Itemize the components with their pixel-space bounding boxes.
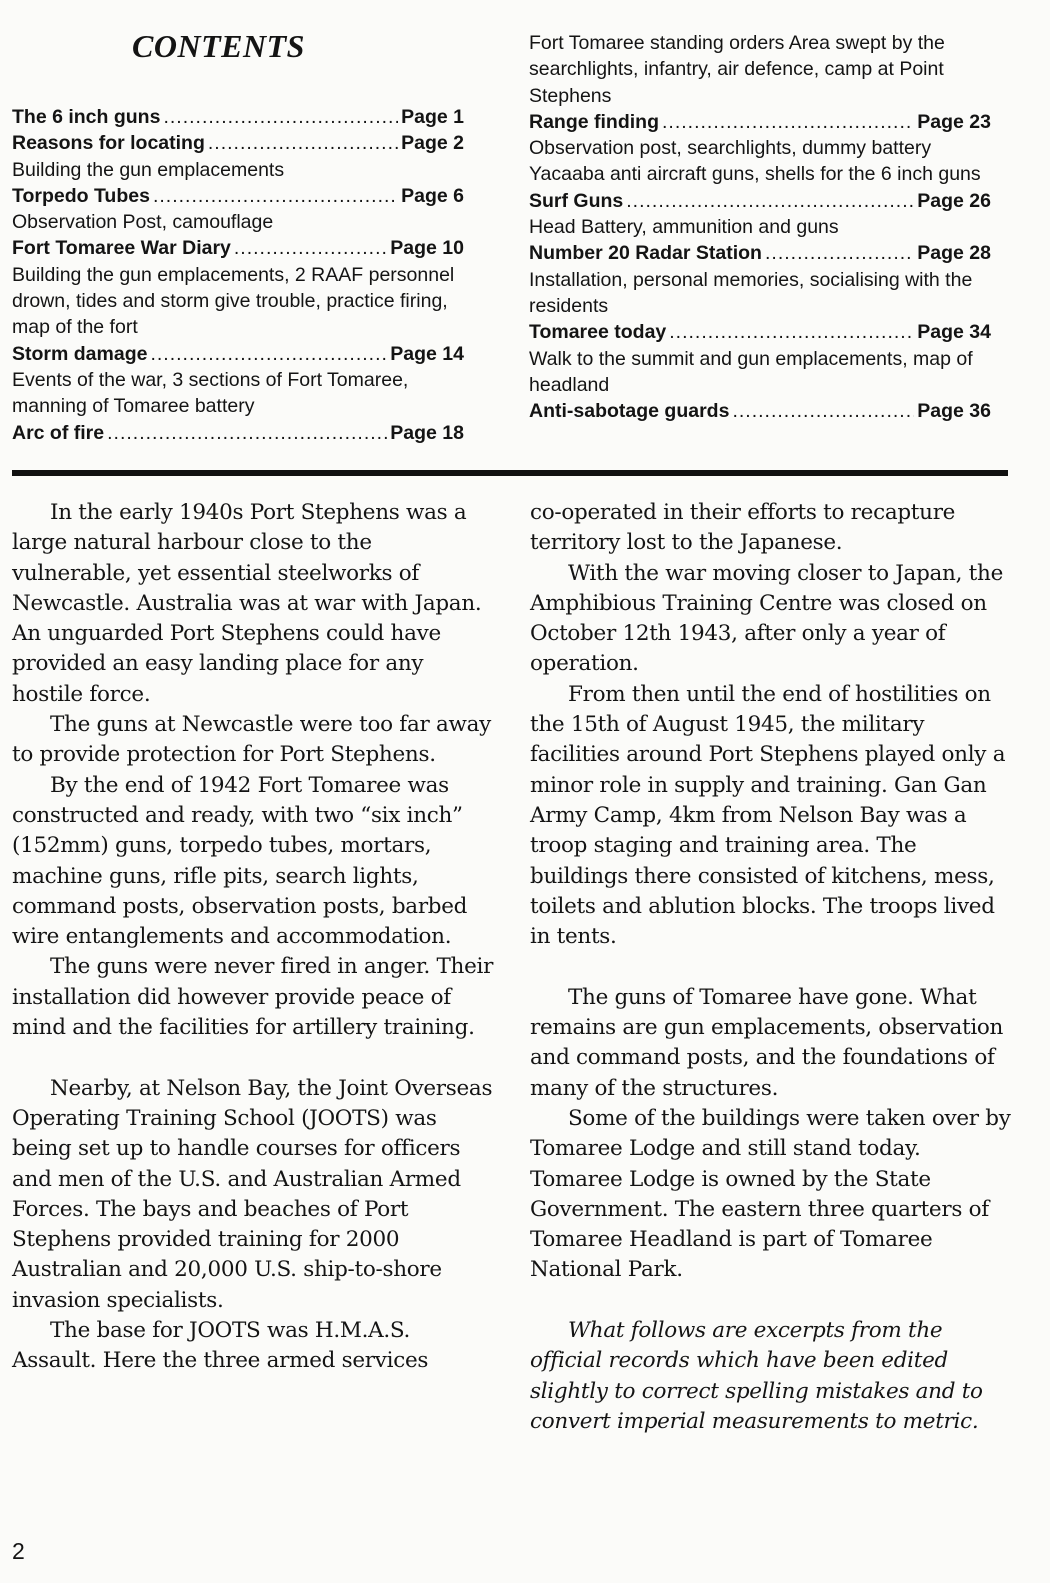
toc-intro-description: Fort Tomaree standing orders Area swept by the searchlights, infantry, air defence, camp at Point Stephens [529,32,945,107]
toc-entry-description: Head Battery, ammunition and guns [529,216,839,239]
article-left-column [12,498,497,1377]
toc-entry-title: Storm damage [12,342,148,365]
toc-entry-surf-guns [529,188,991,214]
toc-entry-title: Anti-sabotage guards [529,400,730,423]
toc-entry-arc-of-fire [12,420,464,446]
toc-entry-title: The 6 inch guns [12,106,161,128]
contents-heading: CONTENTS [132,28,305,64]
toc-entry-tomaree-today [529,319,991,345]
toc-entry-description: Installation, personal memories, socialising with the residents [529,268,973,317]
article-paragraph: Nearby, at Nelson Bay, the Joint Overseas Operating Training School (JOOTS) was being set up to handle courses for officers and men of the U.S. and Australian Armed Forces. The bays and beaches of Port Stephens provided training for 2000 Australian and 20,000 U.S. ship-to-shore invasion specialists. [12,1075,493,1313]
toc-entry-page: Page 18 [390,421,464,444]
toc-entry-description: Events of the war, 3 sections of Fort Tomaree, manning of Tomaree battery [12,368,409,418]
article-paragraph: The guns were never fired in anger. Their installation did however provide peace of mind and the facilities for artillery training. [12,954,494,1041]
toc-entry-description: Observation post, searchlights, dummy battery Yacaaba anti aircraft guns, shells for the 6 inch guns [529,137,981,186]
toc-entry-title: Arc of fire [12,421,105,444]
toc-entry-6-inch-guns [12,104,464,130]
toc-right-column [529,30,991,424]
article-right-column [530,498,1015,1437]
toc-entry-description: Walk to the summit and gun emplacements, map of headland [529,347,973,396]
leader-dots [732,398,914,424]
toc-entry-description: Observation Post, camouflage [12,211,274,234]
article-paragraph: The base for JOOTS was H.M.A.S. Assault. Here the three armed services [12,1318,429,1374]
toc-entry-page: Page 6 [401,184,464,207]
leader-dots [208,130,398,156]
leader-dots [669,319,914,345]
toc-entry-title: Tomaree today [529,321,667,344]
article-paragraph: co-operated in their efforts to recapture territory lost to the Japanese. [530,500,956,556]
section-divider [12,470,1008,476]
article-paragraph: From then until the end of hostilities on the 15th of August 1945, the military facilities around Port Stephens played only a minor role in supply and training. Gan Gan Army Camp, 4km from Nelson Bay was a troop staging and training area. The buildings there consisted of kitchens, mess, toilets and ablution blocks. The troops lived in tents. [530,681,1006,950]
toc-entry-page: Page 10 [390,237,464,260]
leader-dots [150,341,387,367]
article-italic-note: What follows are excerpts from the official records which have been edited slightly to correct spelling mistakes and to convert imperial measurements to metric. [530,1318,983,1434]
leader-dots [765,240,914,266]
article-paragraph: Some of the buildings were taken over by Tomaree Lodge and still stand today. Tomaree Lodge is owned by the State Government. The eastern three quarters of Tomaree Headland is part of Tomaree National Park. [530,1105,1011,1283]
toc-entry-description: Building the gun emplacements, 2 RAAF personnel drown, tides and storm give trouble, practice firing, map of the fort [12,263,455,339]
toc-entry-page: Page 34 [917,321,991,344]
leader-dots [662,109,914,135]
leader-dots [107,420,387,446]
toc-entry-torpedo-tubes [12,183,464,209]
article-paragraph: By the end of 1942 Fort Tomaree was constructed and ready, with two “six inch” (152mm) guns, torpedo tubes, mortars, machine guns, rifle pits, search lights, command posts, observation posts, barbed wire entanglements and accommodation. [12,772,468,950]
toc-entry-war-diary [12,235,464,261]
toc-entry-reasons-for-locating [12,130,464,156]
leader-dots [163,104,398,130]
toc-entry-page: Page 36 [917,400,991,423]
toc-entry-title: Surf Guns [529,189,624,212]
toc-entry-page: Page 28 [917,242,991,265]
toc-entry-description: Building the gun emplacements [12,158,285,181]
toc-left-column [12,104,464,446]
article-paragraph: In the early 1940s Port Stephens was a large natural harbour close to the vulnerable, yet essential steelworks of Newcastle. Australia was at war with Japan. An unguarded Port Stephens could have provided an easy landing place for any hostile force. [12,500,482,707]
article-paragraph: The guns of Tomaree have gone. What remains are gun emplacements, observation and command posts, and the foundations of many of the structures. [530,984,1004,1101]
article-paragraph: The guns at Newcastle were too far away to provide protection for Port Stephens. [12,712,491,768]
toc-entry-storm-damage [12,341,464,367]
toc-entry-page: Page 1 [401,106,464,128]
toc-entry-title: Number 20 Radar Station [529,242,762,265]
toc-entry-page: Page 26 [917,189,991,212]
toc-entry-title: Reasons for locating [12,132,205,155]
leader-dots [153,183,398,209]
toc-entry-title: Range finding [529,110,659,133]
toc-entry-page: Page 2 [401,132,464,155]
toc-entry-title: Torpedo Tubes [12,184,150,207]
toc-entry-page: Page 14 [390,342,464,365]
leader-dots [234,235,387,261]
toc-entry-radar-station [529,240,991,266]
toc-entry-anti-sabotage-guards [529,398,991,424]
toc-entry-range-finding [529,109,991,135]
leader-dots [626,188,914,214]
page-number: 2 [12,1538,25,1564]
toc-entry-page: Page 23 [917,110,991,133]
toc-entry-title: Fort Tomaree War Diary [12,237,231,260]
article-paragraph: With the war moving closer to Japan, the Amphibious Training Centre was closed on October 12th 1943, after only a year of operation. [530,560,1003,677]
